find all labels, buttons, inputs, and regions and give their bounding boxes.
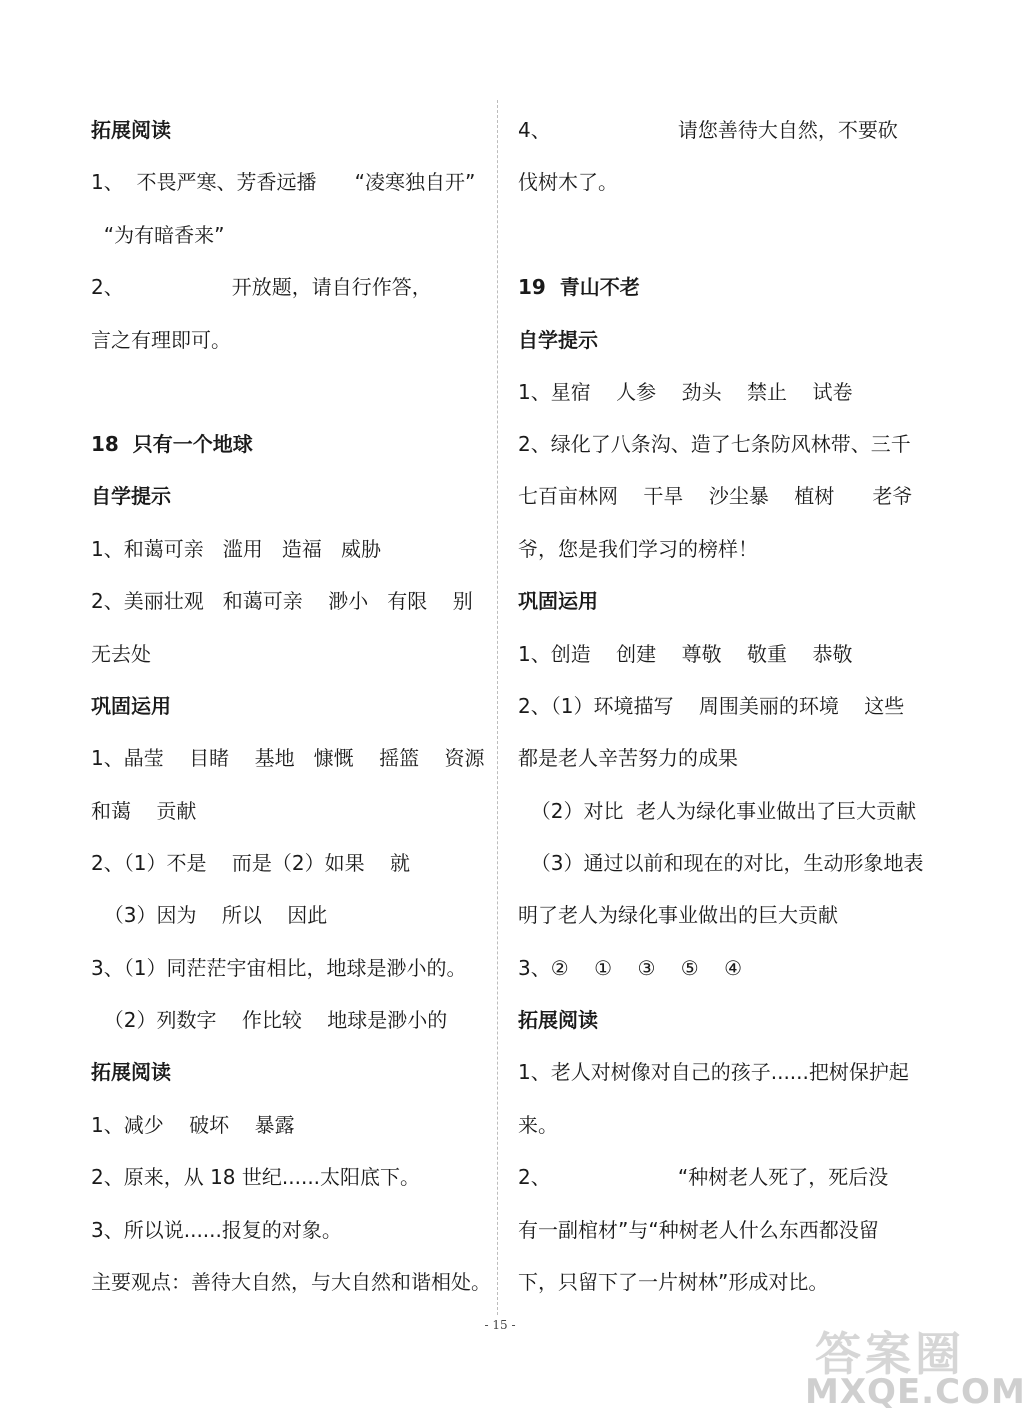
answer-line: 2、美丽壮观 和蔼可亲 渺小 有限 别 (91, 589, 473, 613)
watermark-logo: 答案圈 (815, 1327, 965, 1381)
answer-line: （3）因为 所以 因此 (91, 903, 328, 927)
section-heading: 巩固运用 (518, 589, 598, 613)
answer-line: 3、② ① ③ ⑤ ④ (518, 956, 743, 980)
answer-line: 1、减少 破坏 暴露 (91, 1113, 295, 1137)
answer-line: 主要观点：善待大自然，与大自然和谐相处。 (91, 1270, 491, 1294)
answer-line: 1、星宿 人参 劲头 禁止 试卷 (518, 380, 853, 404)
answer-line: （2）对比 老人为绿化事业做出了巨大贡献 (518, 799, 917, 823)
section-heading: 自学提示 (91, 484, 171, 508)
section-heading: 拓展阅读 (518, 1008, 598, 1032)
answer-line: 2、（1）环境描写 周围美丽的环境 这些 (518, 694, 905, 718)
answer-line: 言之有理即可。 (91, 328, 231, 352)
answer-line: 2、 开放题，请自行作答， (91, 275, 432, 299)
answer-line: （2）列数字 作比较 地球是渺小的 (91, 1008, 448, 1032)
answer-line: 2、 “种树老人死了，死后没 (518, 1165, 889, 1189)
lesson-title: 19 青山不老 (518, 275, 640, 299)
answer-line: 明了老人为绿化事业做出的巨大贡献 (518, 903, 838, 927)
answer-line: 伐树木了。 (518, 170, 618, 194)
answer-line: 1、 不畏严寒、芳香远播 “凌寒独自开” (91, 170, 476, 194)
answer-line: 爷，您是我们学习的榜样！ (518, 537, 758, 561)
answer-line: 1、老人对树像对自己的孩子......把树保护起 (518, 1060, 909, 1084)
answer-line: 无去处 (91, 642, 151, 666)
answer-line: 3、所以说......报复的对象。 (91, 1218, 342, 1242)
answer-line: 1、晶莹 目睹 基地 慷慨 摇篮 资源 (91, 746, 485, 770)
answer-line: 1、和蔼可亲 滥用 造福 威胁 (91, 537, 381, 561)
column-divider (497, 100, 498, 1315)
lesson-title: 18 只有一个地球 (91, 432, 253, 456)
answer-line: 4、 请您善待大自然，不要砍 (518, 118, 898, 142)
page-number: - 15 - (484, 1318, 516, 1332)
section-heading: 拓展阅读 (91, 118, 171, 142)
answer-line: 2、（1）不是 而是（2）如果 就 (91, 851, 411, 875)
answer-line: 2、绿化了八条沟、造了七条防风林带、三千 (518, 432, 911, 456)
answer-line: 2、原来，从 18 世纪......太阳底下。 (91, 1165, 421, 1189)
answer-line: 来。 (518, 1113, 558, 1137)
answer-line: （3）通过以前和现在的对比，生动形象地表 (518, 851, 924, 875)
answer-line: 有一副棺材”与“种树老人什么东西都没留 (518, 1218, 879, 1242)
answer-line: 都是老人辛苦努力的成果 (518, 746, 738, 770)
answer-line: 下，只留下了一片树林”形成对比。 (518, 1270, 829, 1294)
answer-line: 七百亩林网 干旱 沙尘暴 植树 老爷 (518, 484, 913, 508)
section-heading: 自学提示 (518, 328, 598, 352)
section-heading: 拓展阅读 (91, 1060, 171, 1084)
watermark-url: MXQE.COM (805, 1372, 1026, 1412)
answer-line: 和蔼 贡献 (91, 799, 197, 823)
answer-line: 3、（1）同茫茫宇宙相比，地球是渺小的。 (91, 956, 467, 980)
section-heading: 巩固运用 (91, 694, 171, 718)
answer-line: “为有暗香来” (91, 223, 225, 247)
answer-line: 1、创造 创建 尊敬 敬重 恭敬 (518, 642, 853, 666)
